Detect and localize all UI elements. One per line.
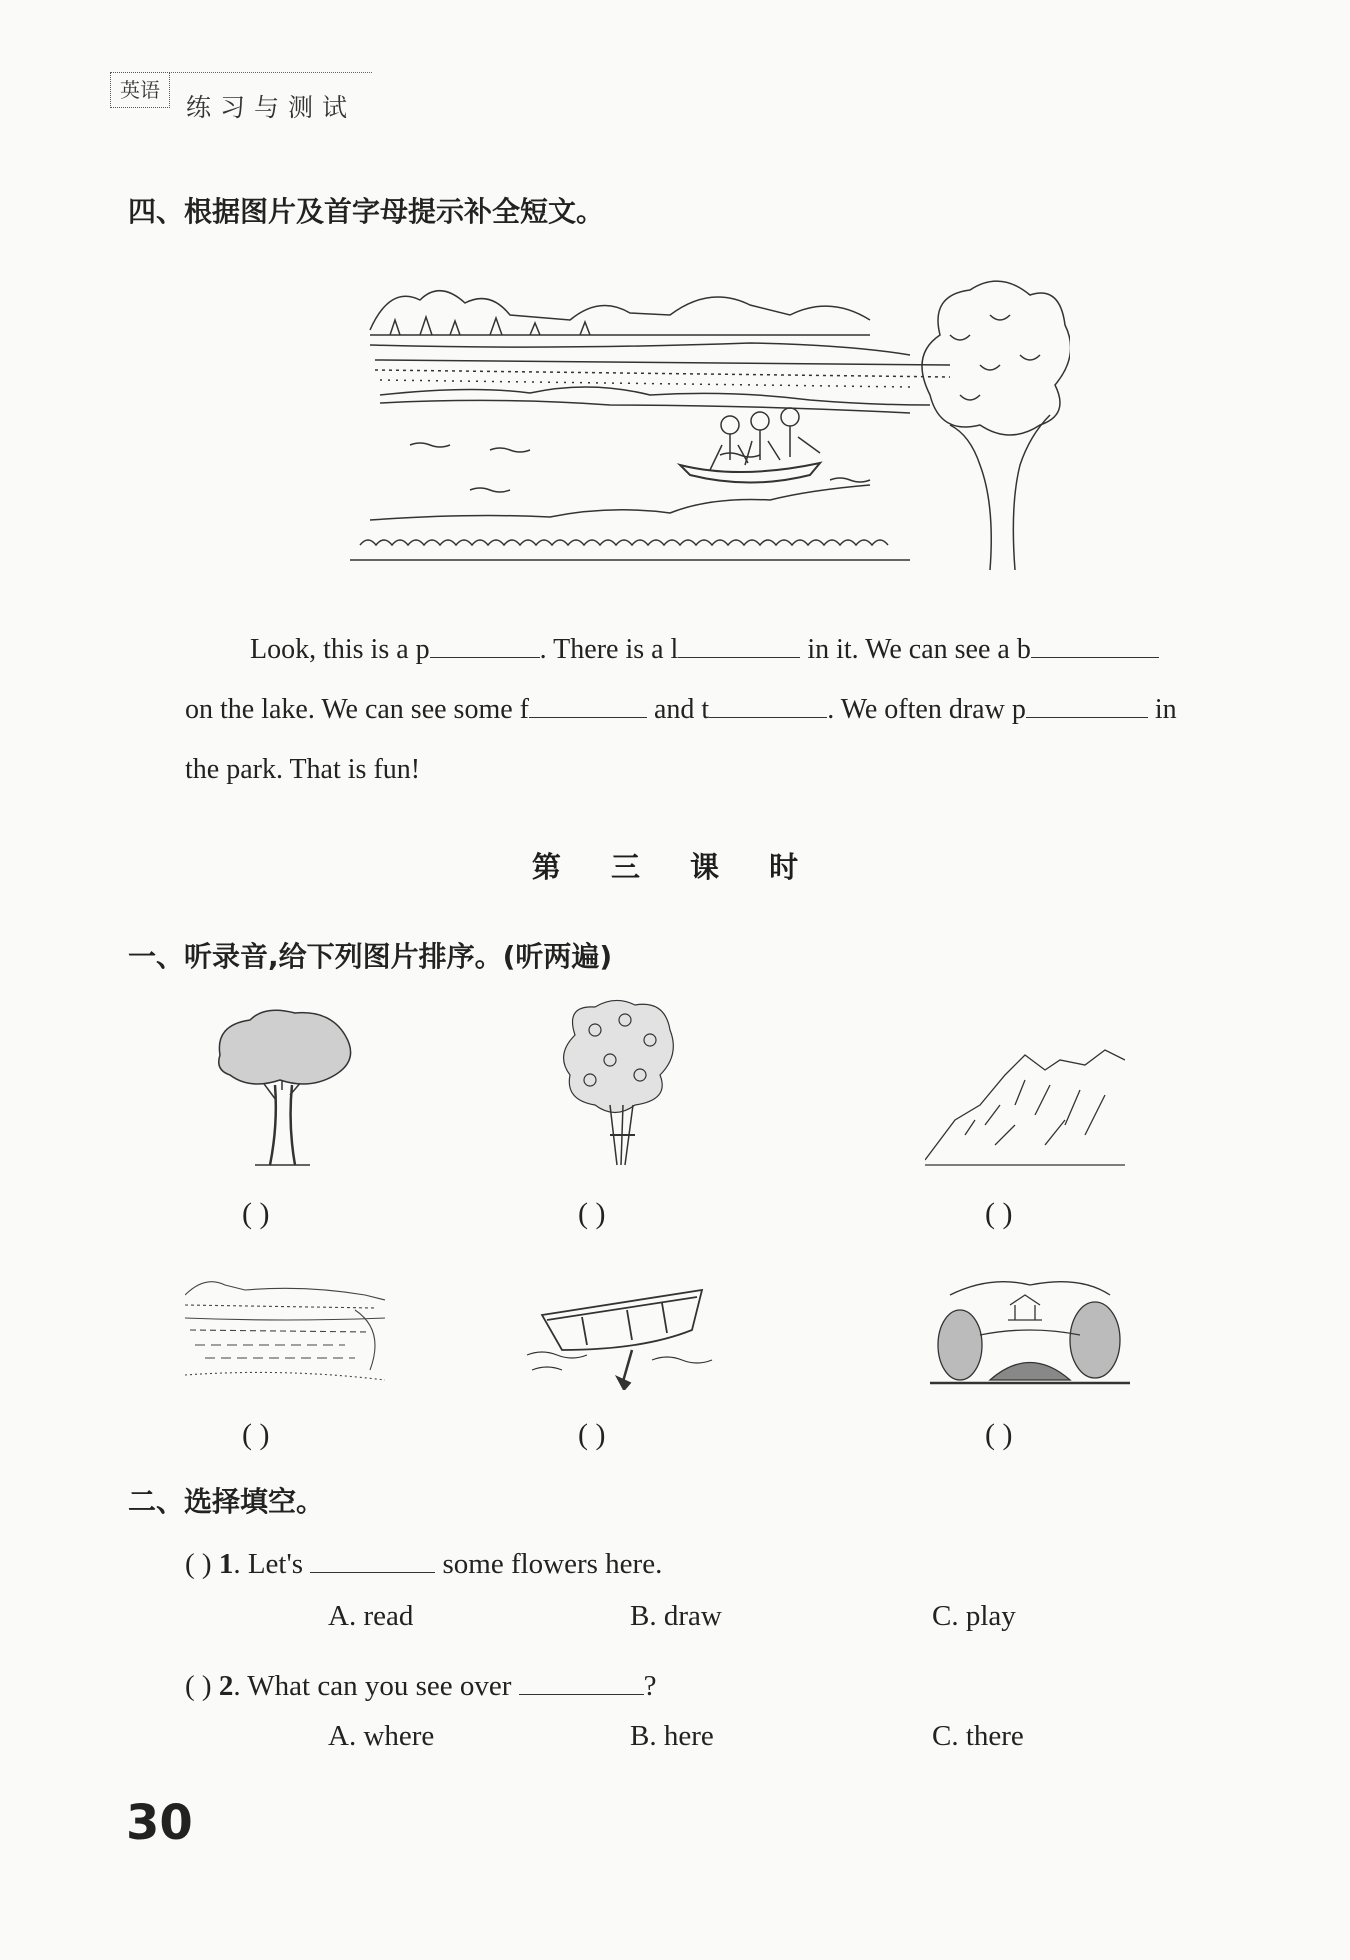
question-2 <box>185 1660 657 1703</box>
passage-text: . We often draw p <box>827 694 1026 725</box>
blank-p2[interactable] <box>1026 683 1148 718</box>
option-a[interactable]: A. read <box>328 1600 414 1632</box>
answer-paren[interactable]: ( ) <box>185 1548 212 1580</box>
passage-text: on the lake. We can see some f <box>185 694 529 725</box>
tree-icon <box>210 1005 360 1170</box>
fill-in-passage <box>185 620 1250 800</box>
blank-f[interactable] <box>529 683 647 718</box>
question-1 <box>185 1538 662 1581</box>
page-number: 30 <box>126 1795 193 1851</box>
option-a[interactable]: A. where <box>328 1720 435 1752</box>
answer-paren[interactable]: ( ) <box>578 1197 606 1230</box>
question-text: . Let's <box>233 1548 311 1580</box>
section-1-heading: 一、听录音,给下列图片排序。(听两遍) <box>128 940 613 973</box>
book-title: 练习与测试 <box>186 93 357 122</box>
option-b[interactable]: B. here <box>630 1720 714 1752</box>
question-text: . What can you see over <box>233 1670 519 1702</box>
passage-text: Look, this is a p <box>250 634 430 665</box>
answer-paren[interactable]: ( ) <box>242 1197 270 1230</box>
answer-paren[interactable]: ( ) <box>185 1670 212 1702</box>
passage-text: the park. That is fun! <box>185 754 421 785</box>
blank-l[interactable] <box>678 623 800 658</box>
passage-text: and t <box>646 694 710 725</box>
answer-paren[interactable]: ( ) <box>985 1197 1013 1230</box>
park-icon <box>930 1275 1130 1385</box>
answer-paren[interactable]: ( ) <box>242 1418 270 1451</box>
answer-paren[interactable]: ( ) <box>985 1418 1013 1451</box>
section-2-heading: 二、选择填空。 <box>128 1485 325 1518</box>
mountain-icon <box>925 1045 1125 1170</box>
answer-blank[interactable] <box>310 1538 435 1573</box>
question-text: ? <box>643 1670 657 1702</box>
passage-text: in it. We can see a b <box>800 634 1031 665</box>
boat-icon <box>522 1275 722 1390</box>
blank-t[interactable] <box>709 683 827 718</box>
passage-text: . There is a l <box>539 634 679 665</box>
question-number: 2 <box>218 1670 234 1702</box>
subject-label: 英语 <box>110 72 170 108</box>
answer-blank[interactable] <box>519 1660 644 1695</box>
question-number: 1 <box>218 1548 234 1580</box>
question-text: some flowers here. <box>435 1548 663 1580</box>
blank-p[interactable] <box>430 623 540 658</box>
option-c[interactable]: C. play <box>932 1600 1016 1632</box>
lake-icon <box>185 1270 385 1385</box>
lake-park-illustration <box>350 275 1070 575</box>
lesson-title: 第 三 课 时 <box>531 850 819 884</box>
blank-b[interactable] <box>1031 623 1159 658</box>
answer-paren[interactable]: ( ) <box>578 1418 606 1451</box>
section-4-heading: 四、根据图片及首字母提示补全短文。 <box>128 195 605 228</box>
flowers-icon <box>555 995 685 1170</box>
option-b[interactable]: B. draw <box>630 1600 722 1632</box>
option-c[interactable]: C. there <box>932 1720 1024 1752</box>
passage-text: in <box>1147 694 1177 725</box>
